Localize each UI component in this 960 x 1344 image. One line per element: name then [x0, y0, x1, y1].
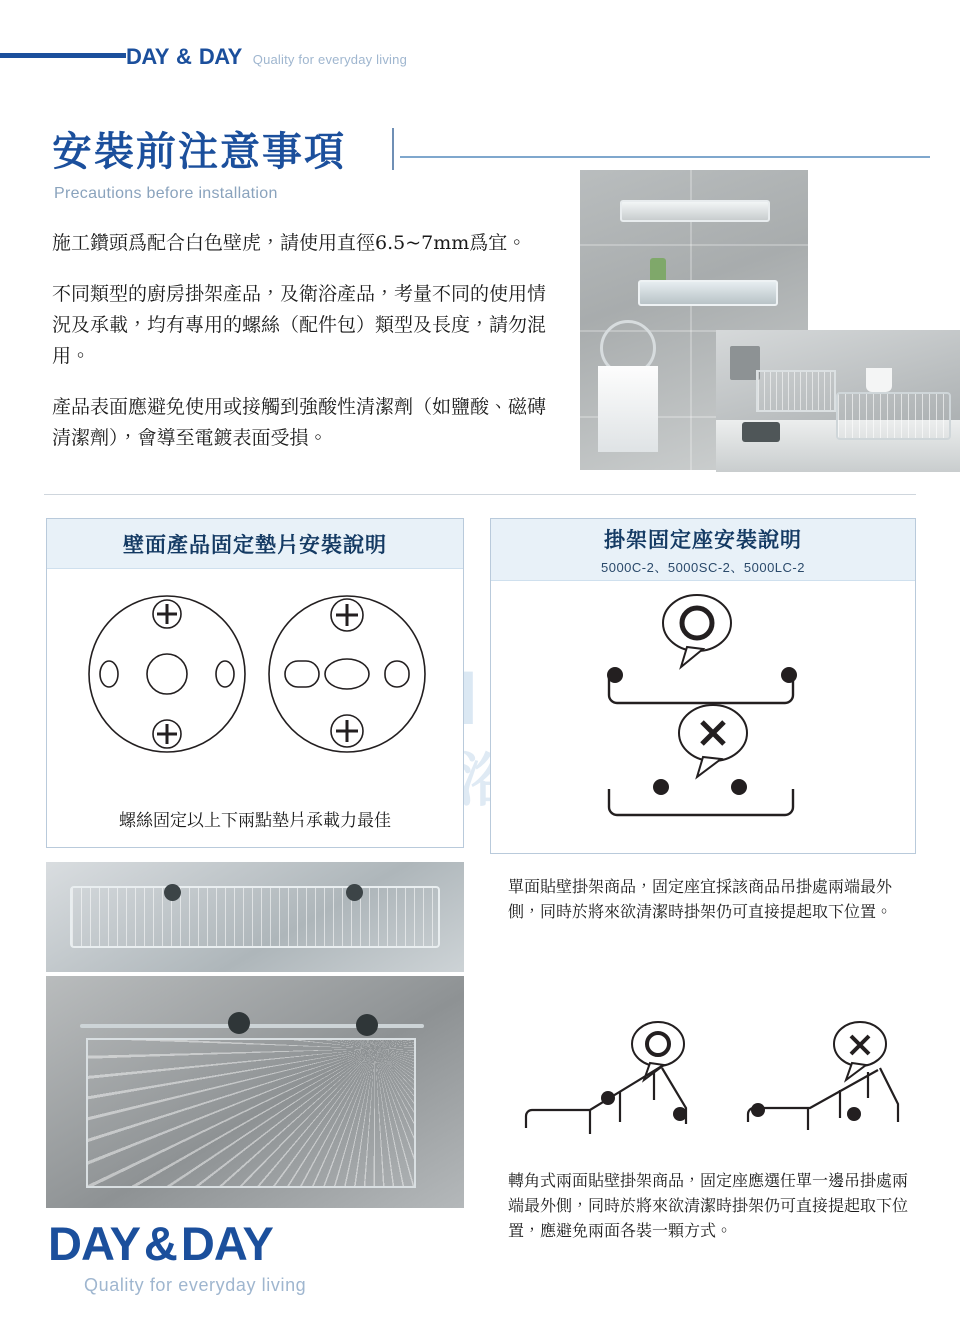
sponge-object	[742, 422, 780, 442]
intro-paragraph-2: 不同類型的廚房掛架產品，及衛浴產品，考量不同的使用情況及承載，均有專用的螺絲（配件包）類型及長度，請勿混用。	[52, 283, 547, 367]
shelf-mount-left	[164, 884, 181, 901]
mount-point-left-ng	[653, 779, 669, 795]
corner-rack-ok	[526, 1066, 662, 1134]
washer-diagram	[47, 569, 463, 799]
ng-callout-bubble-corner	[834, 1022, 886, 1080]
header-tagline: Quality for everyday living	[252, 52, 408, 67]
corner-mount-ng-2	[847, 1107, 861, 1121]
title-divider-line	[400, 156, 930, 158]
panel-bracket-instructions	[490, 518, 916, 854]
photo-corner-shelf	[46, 976, 464, 1208]
ng-callout-bubble	[679, 705, 747, 777]
photo-kitchen-rack	[716, 330, 960, 472]
panel-left-title: 壁面產品固定墊片安裝說明	[123, 531, 387, 557]
corner-mount-ok-1	[601, 1091, 615, 1105]
section-separator	[44, 494, 916, 495]
mount-point-right-ok	[781, 667, 797, 683]
washer-screw-top-right	[331, 599, 363, 631]
corner-shelf-mount-right	[356, 1014, 378, 1036]
mount-point-left-ok	[607, 667, 623, 683]
panel-left-header	[47, 519, 463, 569]
photo-straight-shelf	[46, 862, 464, 972]
wire-shelf-body	[70, 886, 440, 948]
panel-right-header	[491, 519, 915, 581]
corner-shelf-body	[86, 1038, 416, 1188]
header-brand-ampersand: &	[175, 44, 192, 69]
ok-callout-bubble	[663, 595, 731, 667]
ok-callout-bubble-corner	[632, 1022, 684, 1080]
panel-right-note-corner: 轉角式兩面貼壁掛架商品，固定座應選任單一邊吊掛處兩端最外側，同時於將來欲清潔時掛架仍可直接提起取下位置，應避免兩面各裝一顆方式。	[508, 1171, 909, 1240]
washer-screw-top	[153, 600, 181, 628]
washer-screw-bottom	[153, 720, 181, 748]
panel-left-caption: 螺絲固定以上下兩點墊片承載力最佳	[119, 811, 391, 831]
wire-basket	[836, 392, 951, 440]
panel-right-title: 掛架固定座安裝說明	[604, 526, 802, 552]
panel-right-note-single: 單面貼壁掛架商品，固定座宜採該商品吊掛處兩端最外側，同時於將來欲清潔時掛架仍可直接提起取下位置。	[508, 877, 893, 921]
mount-point-right-ng	[731, 779, 747, 795]
panel-wall-washer-instructions	[46, 518, 464, 848]
panel-right-models: 5000C-2、5000SC-2、5000LC-2	[600, 559, 805, 575]
dish-rack	[756, 370, 836, 412]
bracket-diagram-single-wall	[491, 581, 915, 851]
corner-shelf-mount-left	[228, 1012, 250, 1034]
shelf-rack-lower	[638, 280, 778, 306]
header-brand-day-second: DAY	[198, 44, 242, 69]
header-rule	[0, 53, 126, 58]
intro-paragraph-1: 施工鑽頭爲配合白色壁虎，請使用直徑6.5~7mm爲宜。	[52, 232, 527, 254]
corner-rack-ng	[748, 1068, 898, 1130]
shelf-rack-upper	[620, 200, 770, 222]
footer-brand-day-second: DAY	[180, 1217, 273, 1270]
header-brand	[126, 44, 407, 70]
footer-brand-ampersand: &	[143, 1217, 177, 1270]
hanging-towel	[598, 366, 658, 452]
intro-text	[52, 228, 562, 474]
bracket-diagram-corner	[508, 1010, 912, 1160]
page-title: 安裝前注意事項	[52, 128, 346, 175]
page-subtitle: Precautions before installation	[54, 185, 278, 202]
intro-paragraph-3: 產品表面應避免使用或接觸到強酸性清潔劑（如鹽酸、磁磚清潔劑），會導至電鍍表面受損。	[52, 396, 547, 449]
corner-mount-ng-1	[751, 1103, 765, 1117]
header-brand-day-first: DAY	[126, 44, 169, 69]
footer-tagline: Quality for everyday living	[84, 1275, 307, 1295]
footer-brand-day-first: DAY	[48, 1217, 140, 1270]
shelf-mount-right	[346, 884, 363, 901]
panel-left-body	[47, 569, 463, 847]
title-divider-tick	[392, 128, 394, 170]
washer-screw-bottom-right	[331, 715, 363, 747]
footer-brand	[48, 1216, 306, 1296]
panel-right-body	[491, 581, 915, 853]
cup-object	[866, 368, 892, 392]
